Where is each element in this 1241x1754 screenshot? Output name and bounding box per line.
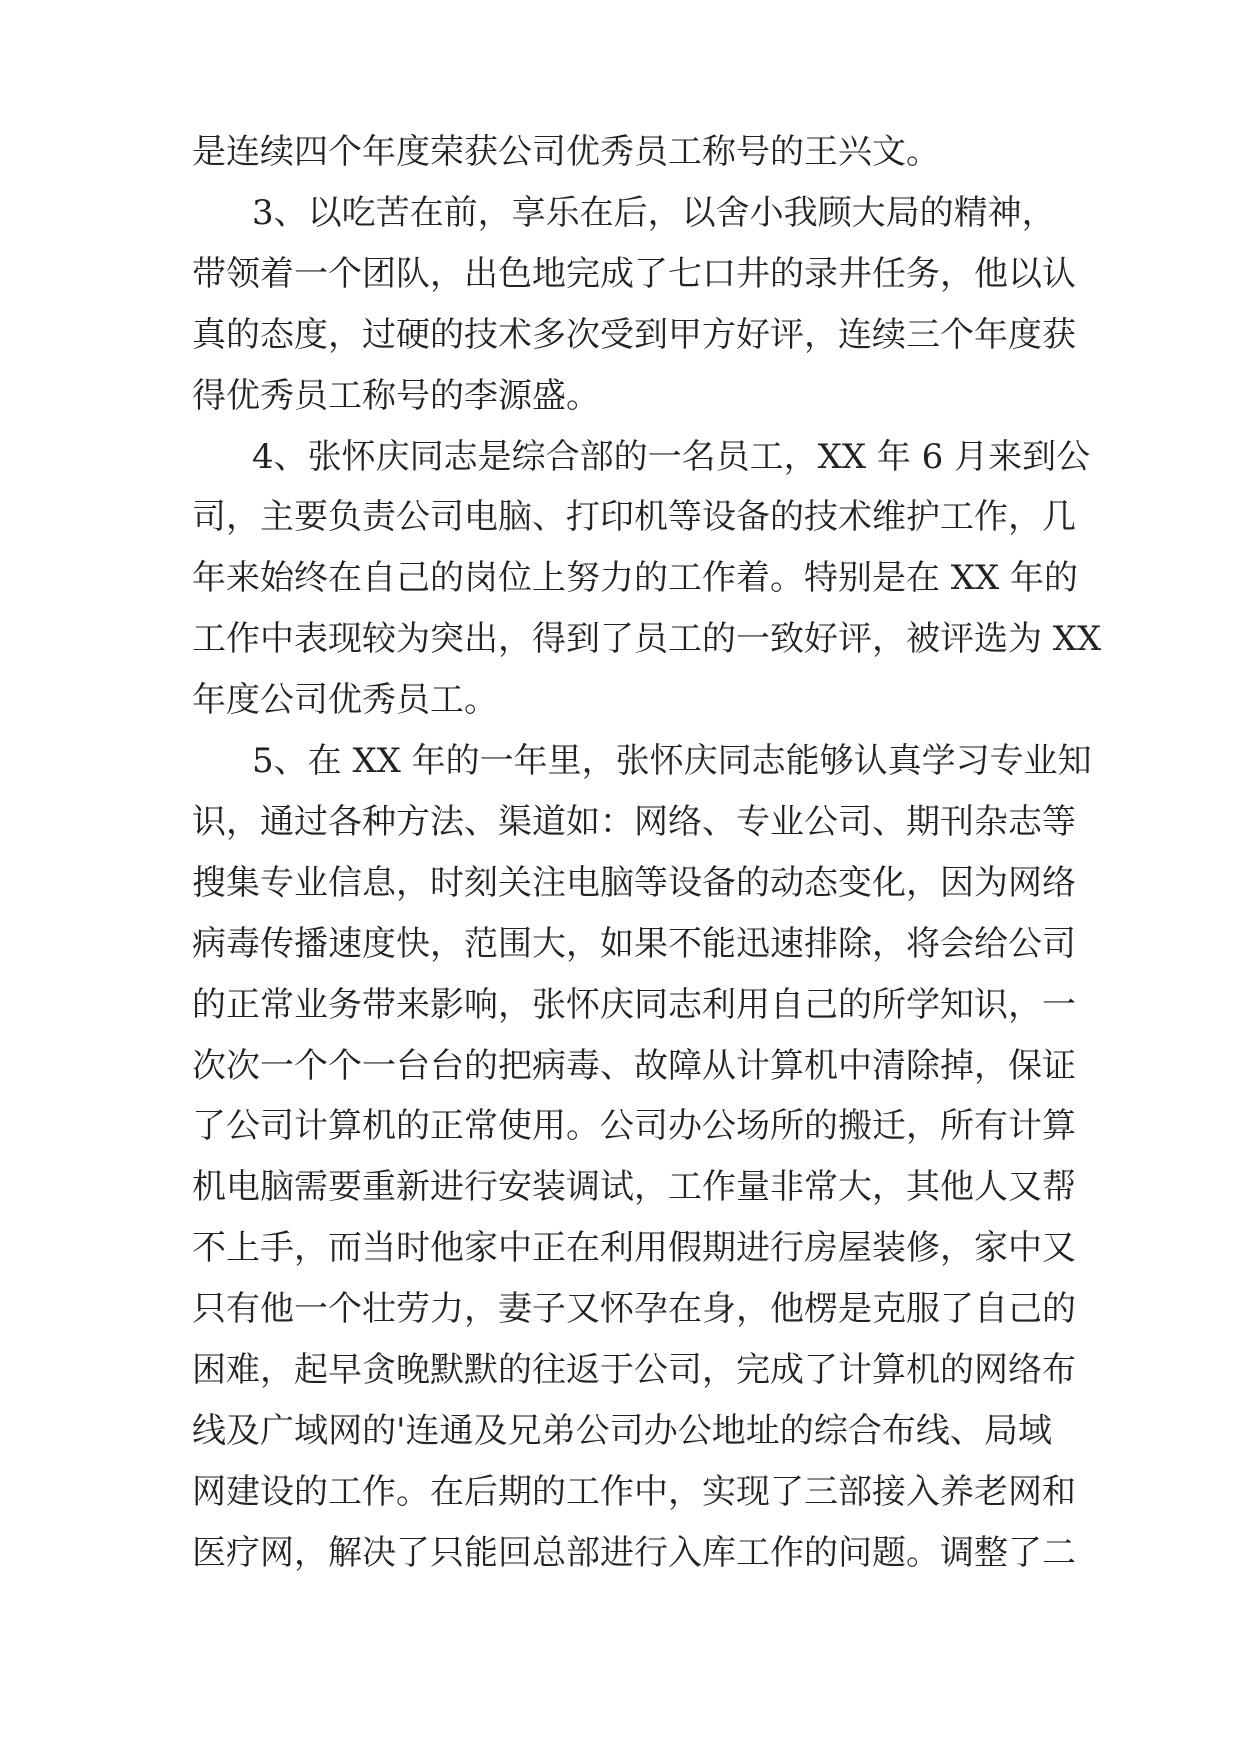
- text-line: 网建设的工作。在后期的工作中，实现了三部接入养老网和: [192, 1471, 1076, 1512]
- text-line: 工作中表现较为突出，得到了员工的一致好评，被评选为 XX: [192, 619, 1102, 660]
- text-line: 司，主要负责公司电脑、打印机等设备的技术维护工作，几: [192, 497, 1076, 538]
- text-line: 只有他一个壮劳力，妻子又怀孕在身，他楞是克服了自己的: [192, 1289, 1076, 1330]
- text-line: 机电脑需要重新进行安装调试，工作量非常大，其他人又帮: [192, 1167, 1076, 1208]
- text-line: 真的态度，过硬的技术多次受到甲方好评，连续三个年度获: [192, 314, 1076, 355]
- text-line: 的正常业务带来影响，张怀庆同志利用自己的所学知识，一: [192, 984, 1076, 1025]
- text-line: 病毒传播速度快，范围大，如果不能迅速排除，将会给公司: [192, 923, 1076, 964]
- text-line: 得优秀员工称号的李源盛。: [192, 375, 600, 416]
- text-line: 识，通过各种方法、渠道如：网络、专业公司、期刊杂志等: [192, 801, 1076, 842]
- text-line: 不上手，而当时他家中正在利用假期进行房屋装修，家中又: [192, 1228, 1076, 1269]
- text-line: 了公司计算机的正常使用。公司办公场所的搬迁，所有计算: [192, 1106, 1076, 1147]
- text-line: 3、以吃苦在前，享乐在后，以舍小我顾大局的精神，: [252, 192, 1056, 233]
- text-line: 年来始终在自己的岗位上努力的工作着。特别是在 XX 年的: [192, 558, 1079, 599]
- text-line: 医疗网，解决了只能回总部进行入库工作的问题。调整了二: [192, 1532, 1076, 1573]
- text-line: 次次一个个一台台的把病毒、故障从计算机中清除掉，保证: [192, 1045, 1076, 1086]
- text-line: 搜集专业信息，时刻关注电脑等设备的动态变化，因为网络: [192, 862, 1076, 903]
- text-line: 是连续四个年度荣获公司优秀员工称号的王兴文。: [192, 132, 940, 172]
- text-line: 5、在 XX 年的一年里，张怀庆同志能够认真学习专业知: [252, 741, 1092, 781]
- text-line: 线及广域网的'连通及兄弟公司办公地址的综合布线、局域: [192, 1410, 1052, 1451]
- text-line: 带领着一个团队，出色地完成了七口井的录井任务，他以认: [192, 253, 1076, 294]
- text-line: 年度公司优秀员工。: [192, 680, 498, 721]
- text-line: 困难，起早贪晚默默的往返于公司，完成了计算机的网络布: [192, 1350, 1076, 1390]
- text-line: 4、张怀庆同志是综合部的一名员工，XX 年 6 月来到公: [252, 436, 1091, 477]
